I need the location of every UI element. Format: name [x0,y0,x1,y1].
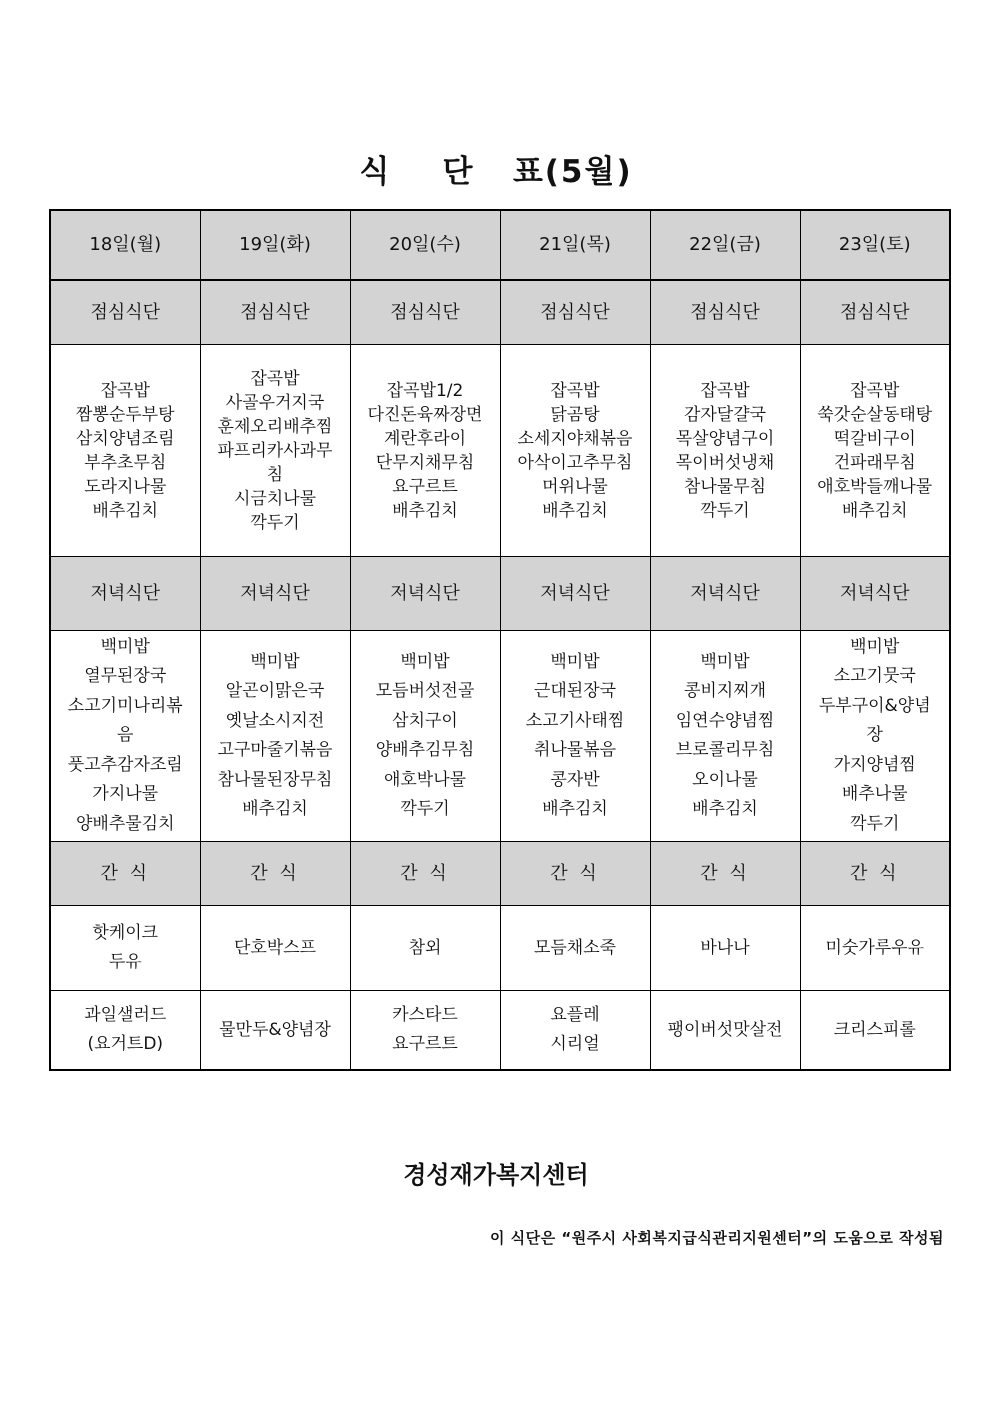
meal-plan-table [49,209,951,1071]
dinner-cell [650,631,800,842]
dinner-label: 저녁식단 [650,557,800,631]
menu-item: 목살양념구이 [675,428,775,449]
menu-item: 양배추물김치 [75,813,175,834]
menu-item: 건파래무침 [833,452,916,473]
menu-item: 부추초무침 [84,452,167,473]
menu-item: 배추김치 [542,799,608,819]
day-header: 22일(금) [650,210,800,280]
snack-label: 간 식 [200,842,350,906]
dinner-label: 저녁식단 [50,557,200,631]
menu-item: 잡곡밥 [100,380,150,401]
menu-item: 단무지채무침 [375,452,475,473]
menu-item: 오이나물 [692,769,758,790]
snack-cell [650,906,800,991]
dinner-label: 저녁식단 [800,557,950,631]
menu-item: 백미밥 [250,651,300,672]
menu-item: 도라지나물 [84,476,167,497]
menu-item: 백미밥 [850,636,900,657]
lunch-cell [50,345,200,557]
dinner-label: 저녁식단 [200,557,350,631]
dinner-cell [350,631,500,842]
menu-item: 브로콜리무침 [675,740,775,760]
menu-item: 아삭이고추무침 [517,452,633,473]
menu-item: 가지양념찜 [833,754,916,775]
menu-item: 삼치구이 [392,710,458,731]
menu-item: 소고기사태찜 [525,710,625,731]
lunch-label: 점심식단 [650,280,800,345]
menu-item: 근대된장국 [533,681,617,701]
menu-item: 백미밥 [400,651,450,672]
snack-cell [350,991,500,1071]
snack-label: 간 식 [500,842,650,906]
menu-item: 다진돈육짜장면 [367,404,483,425]
menu-item: 잡곡밥 [700,380,750,401]
menu-item: 배추김치 [841,500,908,521]
day-header: 21일(목) [500,210,650,280]
dinner-label: 저녁식단 [500,557,650,631]
snack-cell [800,906,950,991]
menu-item: 짬뽕순두부탕 [75,404,175,425]
menu-item: 참나물된장무침 [217,769,333,790]
menu-item: 깍두기 [850,813,900,834]
menu-item: 쑥갓순살동태탕 [817,404,933,425]
menu-item: 옛날소시지전 [225,710,325,731]
menu-item: 소고기뭇국 [833,666,916,687]
menu-item: 백미밥 [550,651,600,672]
menu-item: 고구마줄기볶음 [217,740,333,760]
day-header: 23일(토) [800,210,950,280]
menu-item: 풋고추감자조림 [67,754,183,775]
menu-item: 요구르트 [392,476,458,497]
menu-item: 팽이버섯맛살전 [667,1019,783,1040]
menu-item: 요플레 [550,1005,600,1025]
snack-cell [500,906,650,991]
menu-item: 가지나물 [92,784,159,805]
menu-item: 삼치양념조림 [75,428,175,449]
menu-item: 참나물무침 [683,476,767,497]
menu-item: 훈제오리배추찜 [217,416,333,437]
menu-item: 장 [866,725,883,746]
lunch-cell [500,345,650,557]
lunch-row [50,345,950,557]
menu-item: 과일샐러드 [84,1005,167,1025]
lunch-cell [650,345,800,557]
menu-item: 백미밥 [100,636,150,657]
menu-item: 콩비지찌개 [683,681,767,701]
menu-item: 떡갈비구이 [833,428,916,449]
menu-item: 잡곡밥 [550,380,600,401]
menu-item: 계란후라이 [383,428,467,449]
lunch-label: 점심식단 [800,280,950,345]
menu-item: 소세지야채볶음 [517,428,633,449]
menu-item: 알곤이맑은국 [225,681,325,701]
day-header: 19일(화) [200,210,350,280]
menu-item: 취나물볶음 [533,740,617,760]
dinner-row [50,631,950,842]
menu-item: 사골우거지국 [225,392,325,413]
snack-row-1 [50,906,950,991]
snack-row-2 [50,991,950,1071]
menu-item: 잡곡밥 [850,380,900,401]
menu-item: 배추김치 [392,500,458,521]
snack-cell [650,991,800,1071]
menu-item: 애호박들깨나물 [817,476,933,497]
menu-item: 배추김치 [92,500,159,521]
menu-item: 감자달걀국 [683,404,767,425]
lunch-label: 점심식단 [500,280,650,345]
menu-item: 크리스피롤 [833,1019,916,1040]
lunch-label: 점심식단 [200,280,350,345]
snack-cell [350,906,500,991]
dinner-label-row [50,557,950,631]
menu-item: 백미밥 [700,651,750,672]
day-header-row [50,210,950,280]
menu-item: 침 [266,464,284,485]
snack-label: 간 식 [800,842,950,906]
menu-item: 참외 [408,937,442,958]
menu-item: 파프리카사과무 [217,440,333,461]
menu-item: 잡곡밥 [250,368,300,389]
snack-label: 간 식 [50,842,200,906]
day-header: 18일(월) [50,210,200,280]
menu-item: 깍두기 [250,512,300,533]
credit-note: 이 식단은 “원주시 사회복지급식관리지원센터”의 도움으로 작성됨 [489,1229,944,1247]
dinner-label: 저녁식단 [350,557,500,631]
menu-item: 모듬버섯전골 [375,681,475,701]
snack-cell [800,991,950,1071]
menu-item: 배추김치 [692,799,758,819]
menu-item: 열무된장국 [84,666,167,687]
menu-item: 애호박나물 [383,769,467,790]
menu-item: 모듬채소죽 [533,937,617,958]
snack-cell [200,906,350,991]
menu-item: 배추김치 [242,799,308,819]
menu-item: 임연수양념찜 [675,710,775,731]
menu-item: 두유 [108,952,142,972]
menu-item: 배추나물 [841,784,908,805]
menu-item: 배추김치 [542,500,608,521]
menu-item: 음 [117,725,134,746]
snack-label: 간 식 [350,842,500,906]
menu-item: 목이버섯냉채 [675,452,775,473]
page-title: 식 단 표(5월) [359,154,633,190]
menu-item: 미숫가루우유 [825,937,925,958]
lunch-label-row [50,280,950,345]
snack-cell [50,906,200,991]
menu-item: 카스타드 [392,1005,458,1025]
snack-label-row [50,842,950,906]
dinner-cell [500,631,650,842]
menu-item: 소고기미나리볶 [67,695,183,716]
lunch-cell [350,345,500,557]
lunch-label: 점심식단 [350,280,500,345]
menu-item: 요구르트 [392,1034,458,1054]
snack-label: 간 식 [650,842,800,906]
menu-item: 바나나 [700,937,750,958]
dinner-cell [200,631,350,842]
menu-item: 양배추김무침 [375,740,475,760]
menu-item: 시금치나물 [233,488,317,509]
dinner-cell [50,631,200,842]
organization-name: 경성재가복지센터 [403,1161,589,1189]
snack-cell [50,991,200,1071]
snack-cell [200,991,350,1071]
lunch-cell [800,345,950,557]
lunch-label: 점심식단 [50,280,200,345]
menu-item: 머위나물 [542,476,608,497]
snack-cell [500,991,650,1071]
menu-item: 깍두기 [700,500,750,521]
day-header: 20일(수) [350,210,500,280]
menu-item: (요거트D) [87,1034,164,1054]
dinner-cell [800,631,950,842]
menu-item: 시리얼 [550,1034,600,1054]
lunch-cell [200,345,350,557]
menu-item: 잡곡밥1/2 [386,380,464,401]
menu-item: 핫케이크 [92,923,159,943]
menu-item: 깍두기 [400,799,450,819]
menu-item: 단호박스프 [233,937,317,958]
menu-item: 물만두&양념장 [219,1019,331,1040]
menu-item: 콩자반 [550,769,600,790]
menu-item: 두부구이&양념 [818,695,931,716]
menu-item: 닭곰탕 [550,404,600,425]
